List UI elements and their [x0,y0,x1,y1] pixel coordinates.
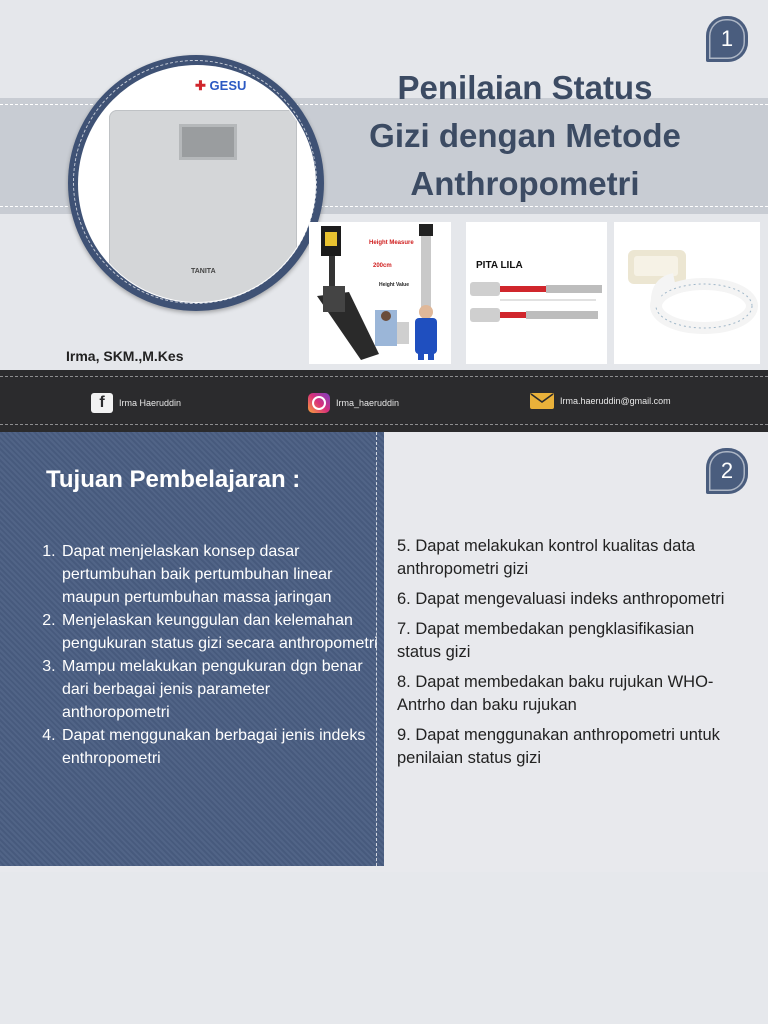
tape-measure-image [614,222,760,364]
facebook-icon: f [91,393,113,413]
objectives-panel [0,432,384,866]
page-background-bottom [0,872,768,1024]
objective-item: 5. Dapat melakukan kontrol kualitas data anthropometri gizi [397,537,696,578]
page-number-badge-2 [706,448,748,494]
page-number-badge-1 [706,16,748,62]
objectives-list-right [397,535,727,777]
page-number: 1 [720,26,734,51]
page-number: 2 [720,458,734,483]
title-line-3: Anthropometri [410,165,640,202]
height-measure-label: Height Measure [369,240,414,246]
objectives-heading: Tujuan Pembelajaran : [46,466,301,493]
objective-item: 7. Dapat membedakan pengklasifikasian status gizi [397,620,695,661]
scale-photo-frame [68,55,324,311]
social-stitch-top [0,376,768,377]
objective-item: 4. Dapat menggunakan berbagai jenis indeks enthropometri [60,724,378,770]
instagram-icon [308,393,330,413]
circle-stitch [73,60,317,304]
social-stitch-bottom [0,424,768,425]
height-measure-image [309,222,451,364]
scale-brand: TANITA [191,268,216,275]
objective-item: 8. Dapat membedakan baku rujukan WHO-Antrho dan baku rujukan [397,673,714,714]
title-line-1: Penilaian Status [397,69,653,106]
objective-item: 2. Menjelaskan keunggulan dan kelemahan pengukuran status gizi secara anthropometri [60,609,378,655]
facebook-link[interactable] [91,393,181,413]
slide-1 [0,0,768,432]
email-link[interactable] [530,393,671,409]
pita-lila-label: PITA LILA [476,260,523,271]
slide-2 [0,432,768,872]
author-name: Irma, SKM.,M.Kes [66,348,184,364]
gesu-logo: ✚ GESU [195,78,247,93]
title-line-2: Gizi dengan Metode [369,117,681,154]
objective-item: 9. Dapat menggunakan anthropometri untuk penilaian status gizi [397,726,720,767]
pita-lila-image [466,222,607,364]
facebook-handle: Irma Haeruddin [119,398,182,408]
slide-title [330,64,720,208]
social-bar [0,370,768,432]
email-address: Irma.haeruddin@gmail.com [560,396,671,406]
objective-item: 3. Mampu melakukan pengukuran dgn benar dari berbagai jenis parameter anthoropometri [60,655,378,724]
height-reading: 200cm [373,263,392,269]
objective-item: 6. Dapat mengevaluasi indeks anthropometri [397,590,725,608]
email-icon [530,393,554,409]
instagram-handle: Irma_haeruddin [336,398,400,408]
panel-stitch [376,432,377,866]
objectives-list-left [40,540,378,770]
instagram-link[interactable] [308,393,399,413]
objective-item: 1. Dapat menjelaskan konsep dasar pertumbuhan baik pertumbuhan linear maupun pertumbuhan massa jaringan [60,540,378,609]
height-value-label: Height Value [379,282,410,288]
